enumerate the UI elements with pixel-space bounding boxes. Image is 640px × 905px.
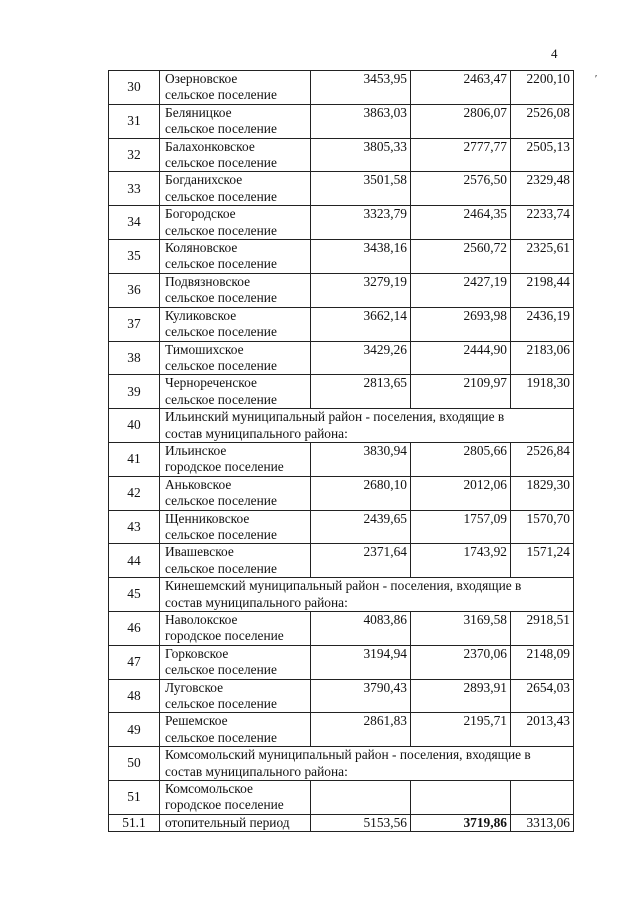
settlement-name-line-1: Беляницкое — [165, 104, 232, 120]
value-col-2: 3169,58 — [411, 612, 511, 646]
row-number: 38 — [109, 341, 160, 375]
value-col-1: 3790,43 — [311, 679, 411, 713]
table-row — [109, 409, 574, 443]
settlement-name — [160, 442, 311, 476]
value-col-2: 2806,07 — [411, 104, 511, 138]
settlement-name-line-2: сельское поселение — [165, 560, 277, 576]
row-number: 51 — [109, 781, 160, 815]
value-col-2: 2427,19 — [411, 273, 511, 307]
settlement-name — [160, 307, 311, 341]
value-col-3: 2233,74 — [511, 206, 574, 240]
district-header-line-2: состав муниципального района: — [165, 594, 348, 610]
value-col-1: 3438,16 — [311, 240, 411, 274]
value-col-3: 2200,10 — [511, 71, 574, 105]
settlement-name-line-2: сельское поселение — [165, 256, 277, 272]
settlement-name-line-1: Комсомольское — [165, 781, 253, 797]
settlement-name — [160, 612, 311, 646]
margin-mark: ′ — [595, 74, 598, 85]
table-row — [109, 814, 574, 831]
settlement-name-line-2: сельское поселение — [165, 290, 277, 306]
row-number: 33 — [109, 172, 160, 206]
value-col-1: 2371,64 — [311, 544, 411, 578]
settlement-name — [160, 206, 311, 240]
row-number: 49 — [109, 713, 160, 747]
table-row — [109, 104, 574, 138]
table-row — [109, 138, 574, 172]
value-col-1: 2439,65 — [311, 510, 411, 544]
settlement-name-line-2: сельское поселение — [165, 493, 277, 509]
district-header-line-1: Ильинский муниципальный район - поселения, входящие в — [165, 409, 505, 425]
row-number: 41 — [109, 442, 160, 476]
table-row — [109, 206, 574, 240]
district-header-line-2: состав муниципального района: — [165, 763, 348, 779]
table-row — [109, 442, 574, 476]
value-col-2: 2012,06 — [411, 476, 511, 510]
settlement-name — [160, 476, 311, 510]
value-col-3: 1829,30 — [511, 476, 574, 510]
table-row — [109, 713, 574, 747]
value-col-3: 2526,84 — [511, 442, 574, 476]
table-row — [109, 781, 574, 815]
settlement-name-line-1: Ивашевское — [165, 544, 234, 560]
row-number: 47 — [109, 645, 160, 679]
value-col-1: 3830,94 — [311, 442, 411, 476]
value-col-1: 3453,95 — [311, 71, 411, 105]
settlement-name-line-1: Щенниковское — [165, 510, 250, 526]
table-row — [109, 578, 574, 612]
district-header-line-1: Кинешемский муниципальный район - поселения, входящие в — [165, 578, 522, 594]
value-col-3: 3313,06 — [511, 814, 574, 831]
value-col-2: 2576,50 — [411, 172, 511, 206]
value-col-1: 3194,94 — [311, 645, 411, 679]
settlement-name — [160, 645, 311, 679]
settlement-name — [160, 814, 311, 831]
district-header — [160, 409, 574, 443]
tariff-table — [108, 70, 574, 832]
row-number: 35 — [109, 240, 160, 274]
settlement-name — [160, 273, 311, 307]
settlement-name — [160, 679, 311, 713]
value-col-1 — [311, 781, 411, 815]
value-col-3: 2325,61 — [511, 240, 574, 274]
value-col-3: 1918,30 — [511, 375, 574, 409]
page-number: 4 — [551, 46, 558, 61]
settlement-name-line-2: сельское поселение — [165, 662, 277, 678]
value-col-2: 2893,91 — [411, 679, 511, 713]
settlement-name-line-1: Наволокское — [165, 612, 238, 627]
value-col-2: 2444,90 — [411, 341, 511, 375]
value-col-2: 2560,72 — [411, 240, 511, 274]
table-row — [109, 71, 574, 105]
settlement-name-line-1: Луговское — [165, 679, 224, 695]
row-number: 31 — [109, 104, 160, 138]
value-col-1: 2680,10 — [311, 476, 411, 510]
row-number: 39 — [109, 375, 160, 409]
settlement-name — [160, 781, 311, 815]
table-row — [109, 307, 574, 341]
settlement-name-line-1: Балахонковское — [165, 138, 255, 154]
settlement-name — [160, 544, 311, 578]
table-row — [109, 172, 574, 206]
settlement-name — [160, 71, 311, 105]
settlement-name-line-2: сельское поселение — [165, 357, 277, 373]
settlement-name-line-1: Подвязновское — [165, 273, 251, 289]
value-col-3: 2148,09 — [511, 645, 574, 679]
value-col-3: 2526,08 — [511, 104, 574, 138]
value-col-2: 2463,47 — [411, 71, 511, 105]
settlement-name — [160, 104, 311, 138]
table-row — [109, 510, 574, 544]
settlement-name-line-2: сельское поселение — [165, 188, 277, 204]
value-col-2 — [411, 781, 511, 815]
table-row — [109, 747, 574, 781]
value-col-3: 2505,13 — [511, 138, 574, 172]
value-col-3: 2329,48 — [511, 172, 574, 206]
value-col-3: 2198,44 — [511, 273, 574, 307]
value-col-3: 2918,51 — [511, 612, 574, 646]
settlement-name-line-2: сельское поселение — [165, 121, 277, 137]
settlement-name-line-1: Горковское — [165, 645, 229, 661]
value-col-2: 3719,86 — [411, 814, 511, 831]
table-row — [109, 544, 574, 578]
settlement-name-line-1: Аньковское — [165, 476, 232, 492]
table-row — [109, 273, 574, 307]
settlement-name-line-2: сельское поселение — [165, 391, 277, 407]
settlement-name-line-1: Ильинское — [165, 442, 227, 458]
settlement-name — [160, 172, 311, 206]
value-col-1: 3662,14 — [311, 307, 411, 341]
value-col-1: 3279,19 — [311, 273, 411, 307]
settlement-name-line-2: сельское поселение — [165, 155, 277, 171]
district-header — [160, 747, 574, 781]
settlement-name — [160, 510, 311, 544]
settlement-name — [160, 138, 311, 172]
value-col-1: 2861,83 — [311, 713, 411, 747]
table-row — [109, 341, 574, 375]
value-col-1: 4083,86 — [311, 612, 411, 646]
district-header — [160, 578, 574, 612]
settlement-name-line-1: Тимошихское — [165, 341, 244, 357]
settlement-name-line-2: сельское поселение — [165, 729, 277, 745]
table-row — [109, 375, 574, 409]
table-row — [109, 240, 574, 274]
row-number: 50 — [109, 747, 160, 781]
row-number: 40 — [109, 409, 160, 443]
row-number: 44 — [109, 544, 160, 578]
settlement-name — [160, 341, 311, 375]
row-number: 48 — [109, 679, 160, 713]
value-col-1: 3501,58 — [311, 172, 411, 206]
row-number: 45 — [109, 578, 160, 612]
settlement-name-line-2: сельское поселение — [165, 526, 277, 542]
settlement-name-line-1: Коляновское — [165, 240, 238, 256]
value-col-1: 2813,65 — [311, 375, 411, 409]
settlement-name — [160, 713, 311, 747]
value-col-3: 2013,43 — [511, 713, 574, 747]
settlement-name-line-2: городское поселение — [165, 459, 284, 475]
table-row — [109, 679, 574, 713]
value-col-2: 2370,06 — [411, 645, 511, 679]
value-col-1: 3805,33 — [311, 138, 411, 172]
row-number: 51.1 — [109, 814, 160, 831]
settlement-name-line-1: Куликовское — [165, 307, 237, 323]
value-col-3: 2654,03 — [511, 679, 574, 713]
settlement-name-line-2: сельское поселение — [165, 324, 277, 340]
district-header-line-1: Комсомольский муниципальный район - поселения, входящие в — [165, 747, 531, 763]
value-col-1: 5153,56 — [311, 814, 411, 831]
row-number: 43 — [109, 510, 160, 544]
value-col-2: 2777,77 — [411, 138, 511, 172]
settlement-name-line-2: сельское поселение — [165, 222, 277, 238]
settlement-name-line-1: Решемское — [165, 713, 228, 729]
row-number: 37 — [109, 307, 160, 341]
row-number: 32 — [109, 138, 160, 172]
row-number: 30 — [109, 71, 160, 105]
row-number: 42 — [109, 476, 160, 510]
value-col-2: 2464,35 — [411, 206, 511, 240]
settlement-name-line-1: Богородское — [165, 206, 236, 222]
settlement-name-line-1: отопительный период — [165, 815, 290, 831]
value-col-3: 2183,06 — [511, 341, 574, 375]
settlement-name-line-1: Богданихское — [165, 172, 243, 188]
settlement-name — [160, 240, 311, 274]
table-row — [109, 476, 574, 510]
value-col-2: 1743,92 — [411, 544, 511, 578]
value-col-3 — [511, 781, 574, 815]
table-row — [109, 645, 574, 679]
value-col-3: 2436,19 — [511, 307, 574, 341]
row-number: 46 — [109, 612, 160, 646]
settlement-name-line-1: Озерновское — [165, 71, 238, 86]
value-col-2: 2693,98 — [411, 307, 511, 341]
value-col-2: 2109,97 — [411, 375, 511, 409]
district-header-line-2: состав муниципального района: — [165, 425, 348, 441]
value-col-2: 2195,71 — [411, 713, 511, 747]
value-col-3: 1571,24 — [511, 544, 574, 578]
row-number: 36 — [109, 273, 160, 307]
value-col-1: 3863,03 — [311, 104, 411, 138]
table-row — [109, 612, 574, 646]
settlement-name-line-1: Чернореченское — [165, 375, 257, 391]
value-col-1: 3429,26 — [311, 341, 411, 375]
value-col-2: 1757,09 — [411, 510, 511, 544]
settlement-name — [160, 375, 311, 409]
value-col-2: 2805,66 — [411, 442, 511, 476]
settlement-name-line-2: городское поселение — [165, 797, 284, 813]
settlement-name-line-2: сельское поселение — [165, 87, 277, 103]
settlement-name-line-2: городское поселение — [165, 628, 284, 644]
value-col-3: 1570,70 — [511, 510, 574, 544]
row-number: 34 — [109, 206, 160, 240]
settlement-name-line-2: сельское поселение — [165, 696, 277, 712]
value-col-1: 3323,79 — [311, 206, 411, 240]
table-body — [109, 71, 574, 832]
